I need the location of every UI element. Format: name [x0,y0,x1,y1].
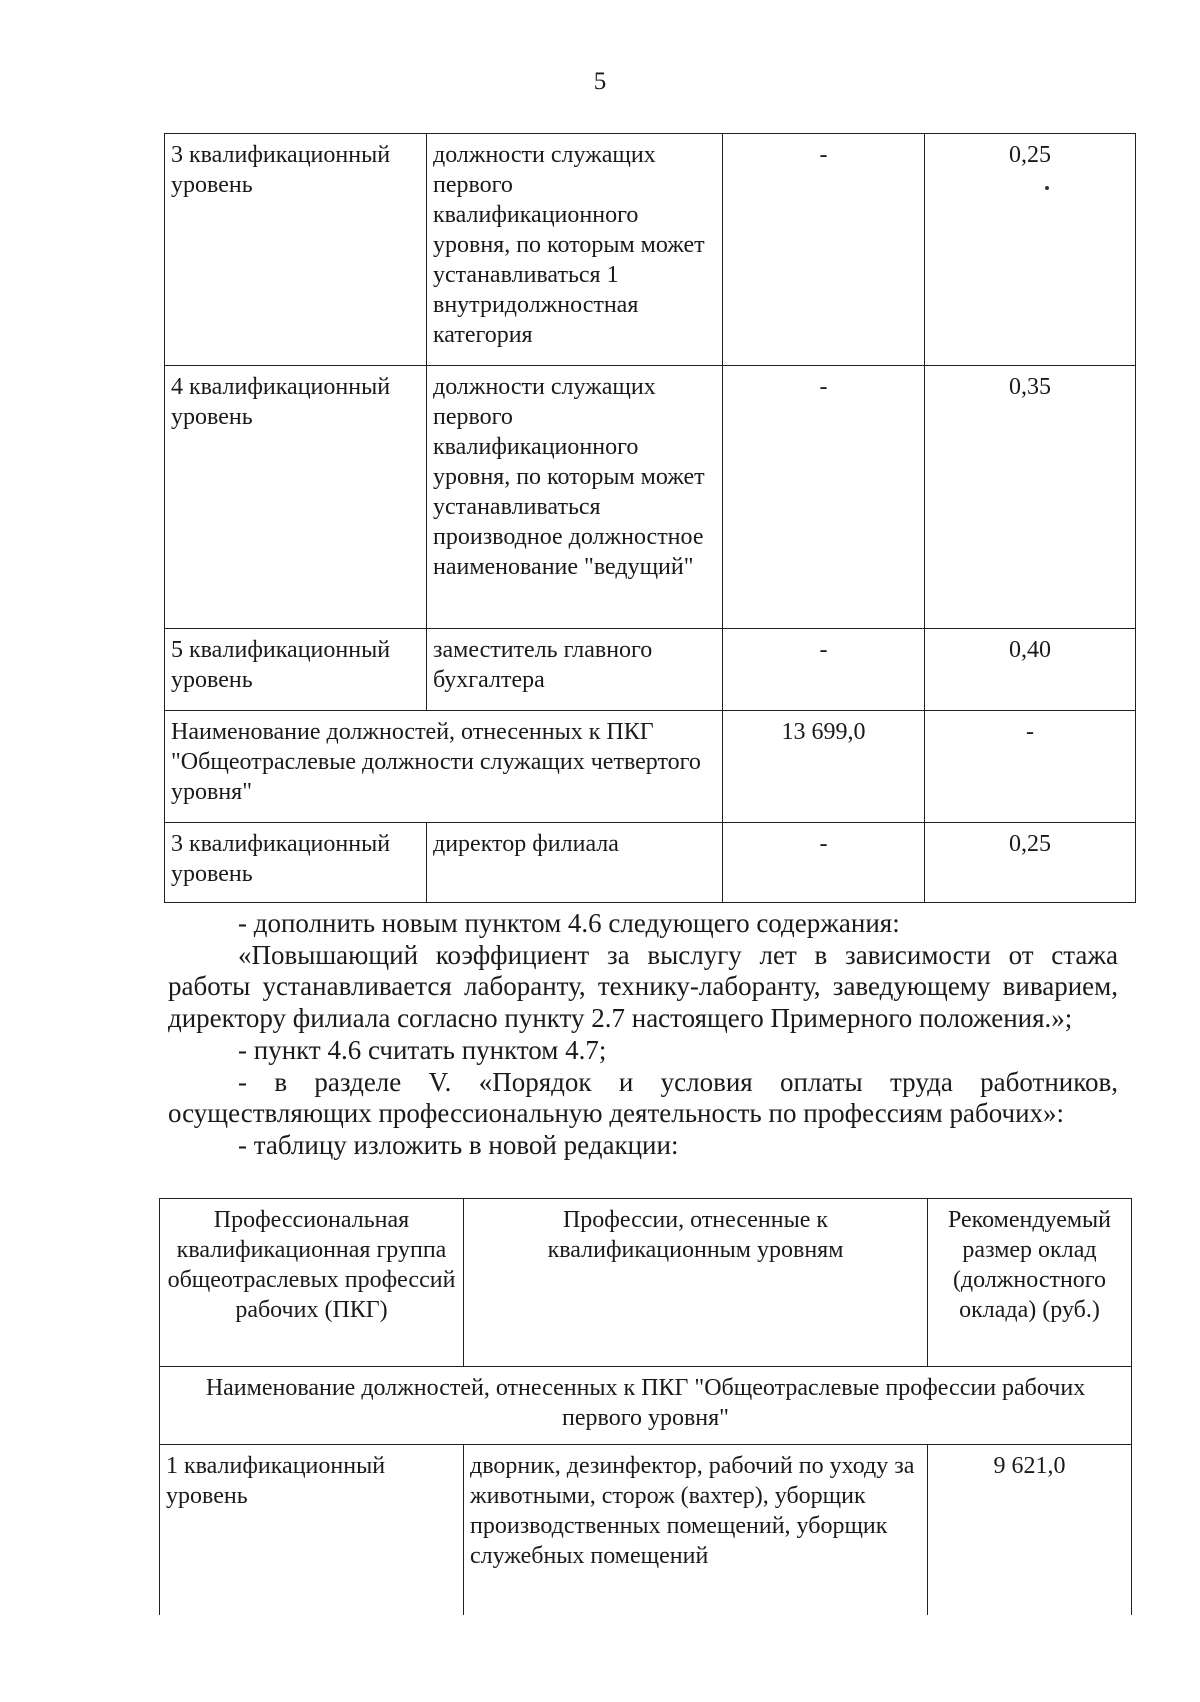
paragraph: - дополнить новым пунктом 4.6 следующего содержания: [238,908,900,938]
table-row [165,629,1136,711]
salary-cell: - [723,366,925,629]
group-row [160,1367,1132,1445]
level-cell: 3 квалификационный уровень [165,134,427,366]
paragraph: - пункт 4.6 считать пунктом 4.7; [238,1034,607,1065]
workers-salary-table [159,1198,1132,1615]
coefficient-cell: 0,40 [925,629,1136,711]
page-number: 5 [593,68,607,95]
table-row [165,134,1136,366]
coefficient-cell: - [925,711,1136,823]
coefficient-cell: 0,25 [925,823,1136,903]
salary-cell: - [723,823,925,903]
table-row [160,1445,1132,1615]
paragraph: «Повышающий коэффициент за выслугу лет в зависимости от стажа работы устанавливается лаборанту, технику-лаборанту, заведующему виварием, директору филиала согласно пункту 2.7 настоящего Примерного положения.»; [168,939,1118,1034]
coefficients-table [164,133,1136,903]
group-name-cell: Наименование должностей, отнесенных к ПКГ "Общеотраслевые должности служащих четвертого уровня" [165,711,723,823]
header-group: Профессиональная квалификационная группа общеотраслевых профессий рабочих (ПКГ) [160,1199,464,1367]
paragraph: - в разделе V. «Порядок и условия оплаты труда работников, осуществляющих профессиональную деятельность по профессиям рабочих»: [168,1066,1118,1129]
professions-cell: дворник, дезинфектор, рабочий по уходу за животными, сторож (вахтер), уборщик производственных помещений, уборщик служебных помещений [464,1445,928,1615]
salary-cell: - [723,629,925,711]
salary-cell: 13 699,0 [723,711,925,823]
level-cell: 4 квалификационный уровень [165,366,427,629]
table-row [165,711,1136,823]
positions-cell: директор филиала [427,823,723,903]
amendment-text [168,908,1118,1162]
group-name-cell: Наименование должностей, отнесенных к ПКГ "Общеотраслевые профессии рабочих первого уровня" [160,1367,1132,1445]
paragraph: - таблицу изложить в новой редакции: [238,1129,679,1160]
table-row [165,366,1136,629]
coefficient-cell: 0,25 [925,134,1136,366]
positions-cell: должности служащих первого квалификационного уровня, по которым может устанавливаться 1 внутридолжностная категория [427,134,723,366]
level-cell: 3 квалификационный уровень [165,823,427,903]
positions-cell: заместитель главного бухгалтера [427,629,723,711]
header-row [160,1199,1132,1367]
coefficient-cell: 0,35 [925,366,1136,629]
level-cell: 5 квалификационный уровень [165,629,427,711]
header-professions: Профессии, отнесенные к квалификационным уровням [464,1199,928,1367]
salary-cell: 9 621,0 [928,1445,1132,1615]
salary-cell: - [723,134,925,366]
level-cell: 1 квалификационный уровень [160,1445,464,1615]
header-salary: Рекомендуемый размер оклад (должностного оклада) (руб.) [928,1199,1132,1367]
stray-dot [1045,186,1049,190]
table-row [165,823,1136,903]
positions-cell: должности служащих первого квалификационного уровня, по которым может устанавливаться производное должностное наименование "ведущий" [427,366,723,629]
